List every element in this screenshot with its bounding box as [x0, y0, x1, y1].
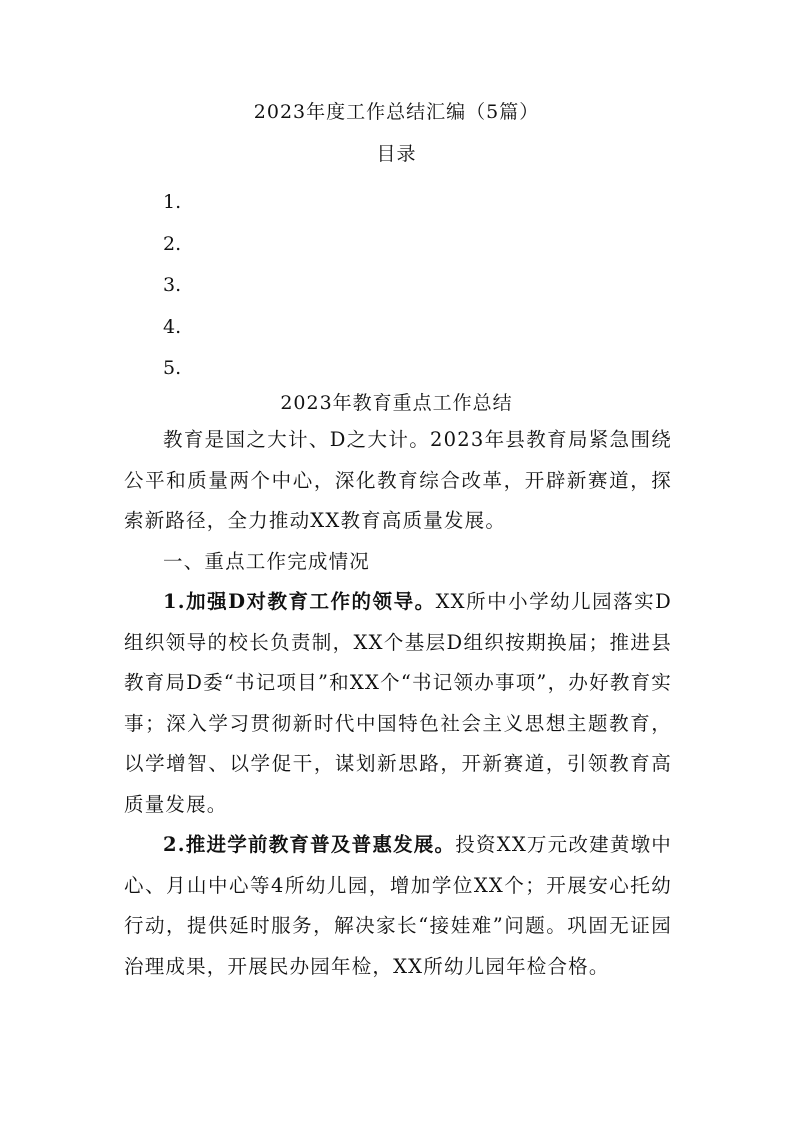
body-text: [124, 420, 672, 987]
sub-heading: 一、重点工作完成情况: [163, 549, 371, 573]
item-1-body: XX所中小学幼儿园落实D组织领导的校长负责制，XX个基层D组织按期换届；推进县教育局D委“书记项目”和XX个“书记领办事项”，办好教育实事；深入学习贯彻新时代中国特色社会主义思想主题教育，以学增智、以学促干，谋划新思路，开新赛道，引领教育高质量发展。: [124, 590, 672, 816]
toc-item: 5.: [163, 357, 182, 379]
document-title: 2023年度工作总结汇编（5篇）: [253, 101, 540, 123]
item-1-lead: 1.加强D对教育工作的领导。: [163, 590, 436, 613]
toc-list: [163, 182, 181, 390]
toc-item: 2.: [163, 232, 182, 255]
item-1-paragraph: [124, 582, 672, 825]
item-2-body: 投资XX万元改建黄墩中心、月山中心等4所幼儿园，增加学位XX个；开展安心托幼行动，提供延时服务，解决家长“接娃难”问题。巩固无证园治理成果，开展民办园年检，XX所幼儿园年检合格。: [124, 833, 673, 978]
item-2-lead: 2.推进学前教育普及普惠发展。: [163, 833, 456, 856]
toc-item: 1.: [163, 191, 182, 213]
intro-paragraph: 教育是国之大计、D之大计。2023年县教育局紧急围绕公平和质量两个中心，深化教育综合改革，开辟新赛道，探索新路径，全力推动XX教育高质量发展。: [124, 428, 672, 532]
toc-item: 3.: [163, 274, 182, 296]
toc-heading: 目录: [376, 143, 417, 165]
toc-item: 4.: [163, 315, 182, 338]
section-title: 2023年教育重点工作总结: [280, 392, 513, 414]
item-2-paragraph: [124, 825, 672, 987]
